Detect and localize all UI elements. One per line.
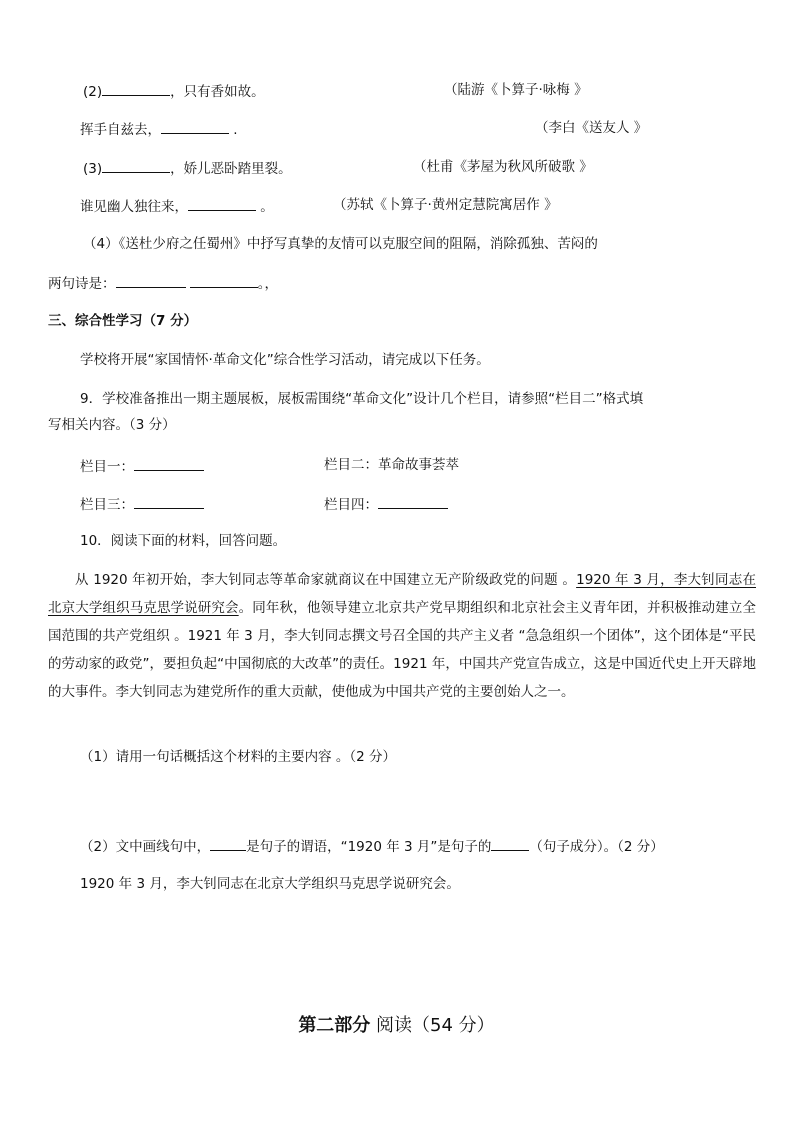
question-4-prompt: （4）《送杜少府之任蜀州》中抒写真挚的友情可以克服空间的阻隔，消除孤独、苦闷的 [83, 236, 598, 252]
poem-text: 谁见幽人独往来， [80, 199, 188, 215]
poem-text: 挥手自兹去， [80, 122, 161, 138]
poem-text: . [229, 122, 238, 138]
sub-question-1: （1）请用一句话概括这个材料的主要内容 。（2 分） [80, 749, 397, 765]
poem-text: 。， [257, 276, 279, 292]
question-number: (3) [83, 161, 103, 177]
column-1 [80, 456, 204, 476]
answer-blank[interactable] [210, 836, 246, 851]
poem-source: （陆游《卜算子·咏梅 》 [444, 82, 588, 98]
question-text: 是句子的谓语，“1920 年 3 月”是句子的 [246, 839, 492, 855]
poem-source: （杜甫《茅屋为秋风所破歌 》 [413, 159, 593, 175]
section-intro: 学校将开展“家国情怀·革命文化”综合性学习活动，请完成以下任务。 [80, 352, 490, 368]
answer-blank[interactable] [161, 119, 229, 134]
answer-blank[interactable] [116, 273, 186, 288]
column-label: 栏目一： [80, 459, 134, 475]
poem-line [80, 196, 274, 216]
poem-text: ，只有香如故。 [170, 84, 265, 100]
answer-blank[interactable] [134, 456, 204, 471]
question-number: (2) [83, 84, 103, 100]
question-10-title: 10．阅读下面的材料，回答问题。 [80, 533, 287, 549]
column-label: 栏目三： [80, 497, 134, 513]
question-9-line-1: 9．学校准备推出一期主题展板，展板需围绕“革命文化”设计几个栏目，请参照“栏目二”格式填 [80, 391, 644, 407]
part-subtitle: 阅读（54 分） [370, 1015, 495, 1036]
underlined-sentence-copy: 1920 年 3 月，李大钊同志在北京大学组织马克思学说研究会。 [80, 876, 460, 892]
poem-line-3 [83, 158, 292, 178]
poem-line-2 [83, 81, 265, 101]
poem-text: 。 [256, 199, 274, 215]
question-4-answer-line [48, 273, 278, 293]
answer-blank[interactable] [188, 196, 256, 211]
column-label: 栏目四： [324, 497, 378, 513]
answer-blank[interactable] [378, 494, 448, 509]
part-label: 第二部分 [298, 1015, 371, 1036]
section-title: 三、综合性学习（7 分） [48, 313, 198, 329]
answer-blank[interactable] [190, 273, 258, 288]
poem-source: （李白《送友人 》 [535, 120, 648, 136]
sub-question-2 [80, 836, 664, 856]
column-4 [324, 494, 448, 514]
answer-label: 两句诗是： [48, 276, 116, 292]
poem-text: ，娇儿恶卧踏里裂。 [170, 161, 292, 177]
underlined-sentence: 1920 年 3 月，李大钊同志在北京大学组织马克思学说研究会 [48, 572, 756, 616]
answer-blank[interactable] [491, 836, 529, 851]
column-2: 栏目二：革命故事荟萃 [324, 457, 459, 473]
poem-source: （苏轼《卜算子·黄州定慧院寓居作 》 [333, 197, 558, 213]
question-9-line-2: 写相关内容。（3 分） [48, 417, 176, 433]
answer-blank[interactable] [102, 158, 170, 173]
poem-line [80, 119, 238, 139]
answer-blank[interactable] [102, 81, 170, 96]
question-text: （句子成分）。（2 分） [529, 839, 664, 855]
material-text: 。同年秋，他领导建立北京共产党早期组织和北京社会主义青年团，并积极推动建立全国范围的共产党组织 。1921 年 3 月，李大钊同志撰文号召全国的共产主义者 “急急组织一个团体”，这个团体是“平民的劳动家的政党”，要担负起“中国彻底的大改革”的责任。1921 年，中国共产党宣告成立，这是中国近代史上开天辟地的大事件。李大钊同志为建党所作的重大贡献，使他成为中国共产党的主要创始人之一。 [48, 600, 757, 700]
part-2-title [0, 1013, 793, 1039]
material-text: 从 1920 年初开始，李大钊同志等革命家就商议在中国建立无产阶级政党的问题 。 [75, 572, 577, 588]
question-text: （2）文中画线句中， [80, 839, 211, 855]
reading-material [48, 566, 756, 706]
column-3 [80, 494, 204, 514]
answer-blank[interactable] [134, 494, 204, 509]
